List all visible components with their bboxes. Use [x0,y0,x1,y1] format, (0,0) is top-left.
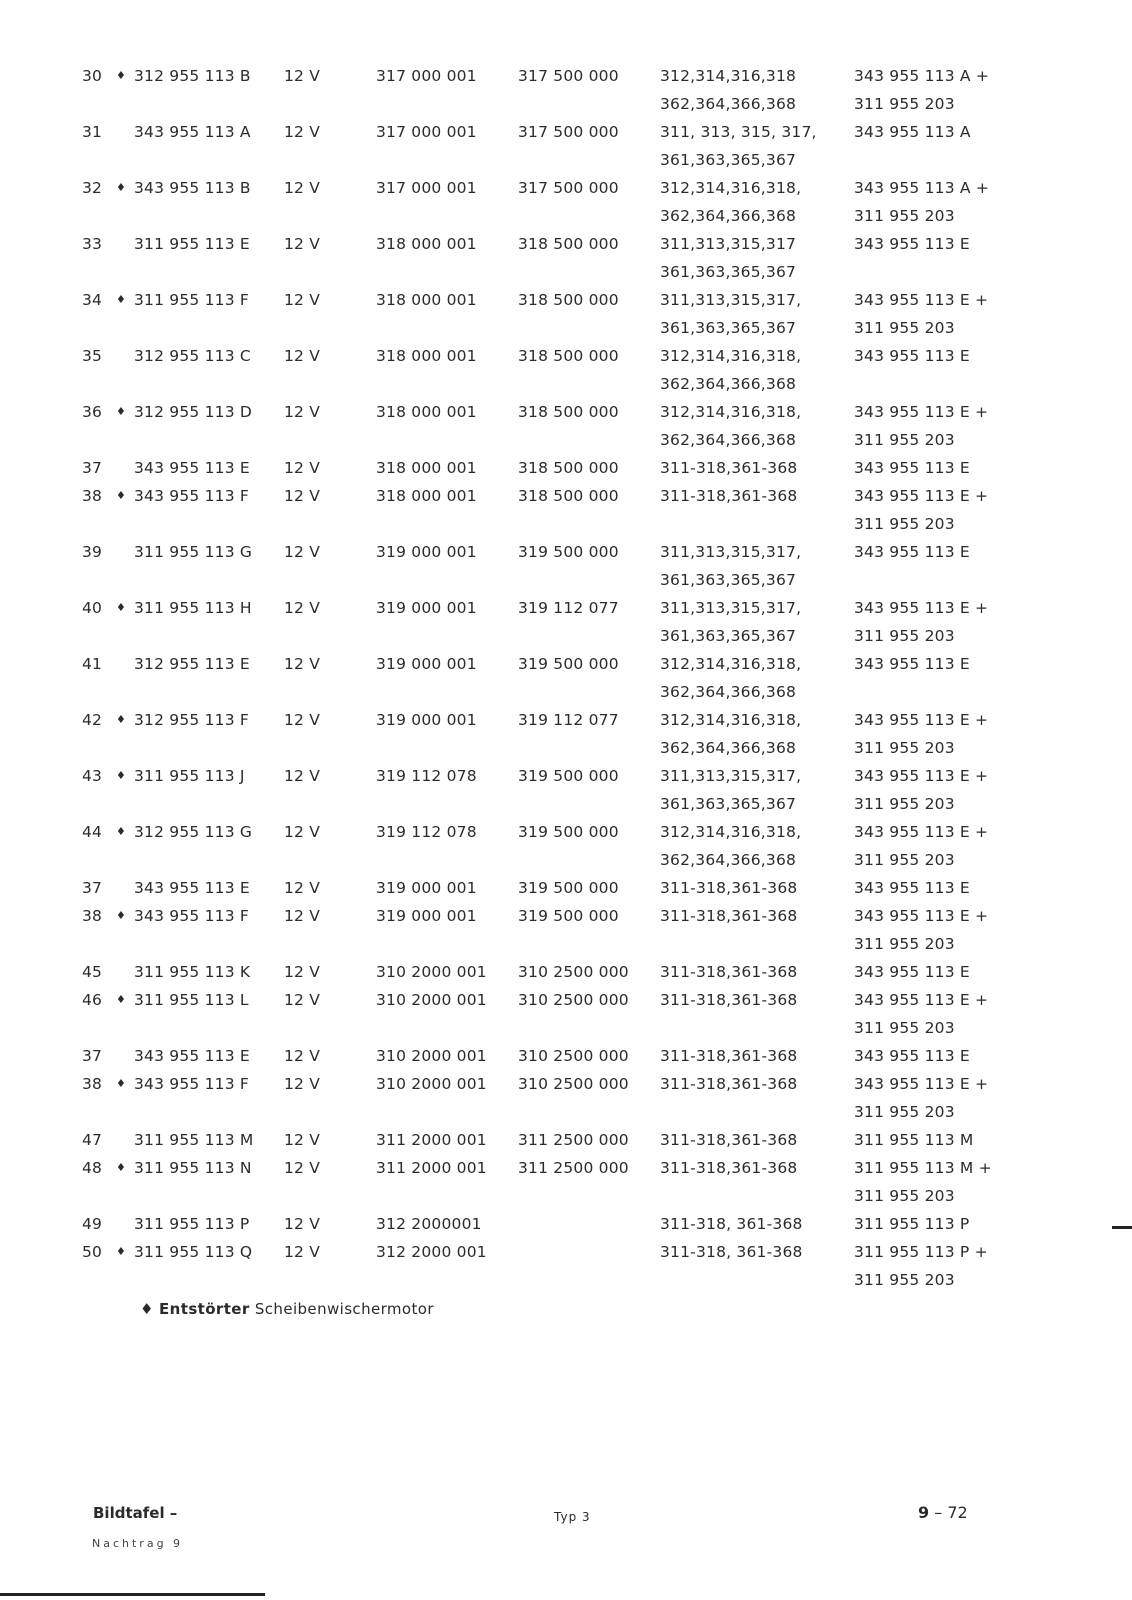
part-number: 343 955 113 F [134,487,250,505]
chassis-from: 319 000 001 [376,711,477,729]
replacement-part: 343 955 113 E + [854,991,989,1009]
vehicle-types: 312,314,316,318, [660,711,802,729]
chassis-from: 318 000 001 [376,291,477,309]
diamond-icon: ♦ [116,993,127,1006]
vehicle-types: 311,313,315,317, [660,599,802,617]
replacement-part: 311 955 203 [854,795,955,813]
voltage: 12 V [284,403,321,421]
replacement-part: 311 955 203 [854,739,955,757]
vehicle-types: 312,314,316,318, [660,403,802,421]
diamond-icon: ♦ [140,1300,154,1318]
part-number: 311 955 113 M [134,1131,254,1149]
row-number: 41 [82,655,103,673]
voltage: 12 V [284,1159,321,1177]
table-row [0,1238,1132,1294]
chassis-from: 310 2000 001 [376,991,487,1009]
chassis-to: 317 500 000 [518,67,619,85]
replacement-part: 343 955 113 E [854,459,970,477]
replacement-part: 311 955 203 [854,627,955,645]
replacement-part: 343 955 113 E + [854,291,989,309]
chassis-from: 318 000 001 [376,347,477,365]
table-row [0,482,1132,538]
chassis-from: 319 000 001 [376,655,477,673]
replacement-part: 343 955 113 E + [854,823,989,841]
replacement-part: 343 955 113 E [854,879,970,897]
chassis-from: 317 000 001 [376,67,477,85]
footer-type: Typ 3 [554,1510,591,1524]
part-number: 311 955 113 K [134,963,251,981]
vehicle-types: 362,364,366,368 [660,683,797,701]
voltage: 12 V [284,459,321,477]
vehicle-types: 311-318,361-368 [660,1075,798,1093]
footnote-text: Scheibenwischermotor [254,1300,434,1318]
replacement-part: 311 955 203 [854,1019,955,1037]
diamond-icon: ♦ [116,825,127,838]
part-number: 312 955 113 F [134,711,250,729]
voltage: 12 V [284,235,321,253]
footer-page-number: 9 – 72 [918,1503,968,1522]
row-number: 35 [82,347,103,365]
replacement-part: 311 955 113 P [854,1215,970,1233]
replacement-part: 343 955 113 E [854,1047,970,1065]
chassis-from: 318 000 001 [376,459,477,477]
chassis-from: 312 2000001 [376,1215,482,1233]
chassis-to: 319 112 077 [518,599,619,617]
vehicle-types: 362,364,366,368 [660,739,797,757]
row-number: 44 [82,823,103,841]
part-number: 343 955 113 E [134,459,250,477]
table-row [0,342,1132,398]
diamond-icon: ♦ [116,769,127,782]
chassis-from: 319 112 078 [376,767,477,785]
replacement-part: 343 955 113 E [854,963,970,981]
chassis-to: 310 2500 000 [518,1075,629,1093]
table-row [0,818,1132,874]
part-number: 343 955 113 F [134,1075,250,1093]
voltage: 12 V [284,823,321,841]
chassis-from: 319 000 001 [376,879,477,897]
part-number: 312 955 113 G [134,823,253,841]
part-number: 311 955 113 P [134,1215,250,1233]
table-row [0,762,1132,818]
row-number: 37 [82,459,103,477]
replacement-part: 343 955 113 E [854,347,970,365]
chassis-to: 310 2500 000 [518,963,629,981]
chassis-to: 318 500 000 [518,487,619,505]
table-row [0,958,1132,986]
replacement-part: 343 955 113 E [854,235,970,253]
chassis-from: 310 2000 001 [376,1047,487,1065]
row-number: 38 [82,487,103,505]
row-number: 31 [82,123,103,141]
table-row [0,538,1132,594]
vehicle-types: 361,363,365,367 [660,263,797,281]
replacement-part: 343 955 113 E + [854,403,989,421]
diamond-icon: ♦ [116,1161,127,1174]
table-row [0,1126,1132,1154]
part-number: 312 955 113 C [134,347,251,365]
chassis-from: 319 112 078 [376,823,477,841]
part-number: 311 955 113 G [134,543,253,561]
row-number: 32 [82,179,103,197]
diamond-icon: ♦ [116,489,127,502]
voltage: 12 V [284,123,321,141]
chassis-from: 317 000 001 [376,123,477,141]
voltage: 12 V [284,487,321,505]
vehicle-types: 311-318,361-368 [660,907,798,925]
part-number: 343 955 113 F [134,907,250,925]
voltage: 12 V [284,179,321,197]
chassis-to: 317 500 000 [518,179,619,197]
chassis-to: 311 2500 000 [518,1131,629,1149]
vehicle-types: 362,364,366,368 [660,431,797,449]
diamond-icon: ♦ [116,909,127,922]
chassis-to: 319 500 000 [518,879,619,897]
chassis-to: 319 112 077 [518,711,619,729]
table-row [0,118,1132,174]
vehicle-types: 311-318,361-368 [660,1159,798,1177]
voltage: 12 V [284,963,321,981]
chassis-to: 311 2500 000 [518,1159,629,1177]
vehicle-types: 311-318,361-368 [660,879,798,897]
chassis-from: 310 2000 001 [376,1075,487,1093]
footnote-bold: Entstörter [159,1300,250,1318]
row-number: 45 [82,963,103,981]
part-number: 311 955 113 E [134,235,250,253]
voltage: 12 V [284,655,321,673]
footnote [140,1300,434,1318]
vehicle-types: 311-318,361-368 [660,963,798,981]
voltage: 12 V [284,291,321,309]
vehicle-types: 311, 313, 315, 317, [660,123,817,141]
row-number: 36 [82,403,103,421]
replacement-part: 343 955 113 E [854,543,970,561]
vehicle-types: 311-318, 361-368 [660,1243,803,1261]
table-row [0,1070,1132,1126]
voltage: 12 V [284,711,321,729]
footer-supplement: Nachtrag 9 [92,1537,184,1550]
row-number: 42 [82,711,103,729]
vehicle-types: 362,364,366,368 [660,95,797,113]
vehicle-types: 311,313,315,317, [660,767,802,785]
replacement-part: 311 955 203 [854,1103,955,1121]
replacement-part: 311 955 203 [854,319,955,337]
part-number: 343 955 113 A [134,123,251,141]
voltage: 12 V [284,67,321,85]
vehicle-types: 311,313,315,317 [660,235,797,253]
footer-plate-label: Bildtafel – [93,1504,178,1522]
row-number: 37 [82,879,103,897]
diamond-icon: ♦ [116,1077,127,1090]
vehicle-types: 361,363,365,367 [660,795,797,813]
table-row [0,902,1132,958]
table-row [0,1042,1132,1070]
table-row [0,398,1132,454]
row-number: 43 [82,767,103,785]
voltage: 12 V [284,767,321,785]
table-row [0,650,1132,706]
table-row [0,706,1132,762]
voltage: 12 V [284,1047,321,1065]
part-number: 311 955 113 Q [134,1243,253,1261]
diamond-icon: ♦ [116,293,127,306]
vehicle-types: 311-318,361-368 [660,1131,798,1149]
chassis-to: 318 500 000 [518,347,619,365]
replacement-part: 311 955 113 M + [854,1159,992,1177]
voltage: 12 V [284,543,321,561]
diamond-icon: ♦ [116,69,127,82]
voltage: 12 V [284,879,321,897]
vehicle-types: 362,364,366,368 [660,375,797,393]
vehicle-types: 311-318, 361-368 [660,1215,803,1233]
replacement-part: 311 955 113 M [854,1131,974,1149]
part-number: 311 955 113 N [134,1159,252,1177]
part-number: 343 955 113 B [134,179,251,197]
row-number: 34 [82,291,103,309]
vehicle-types: 362,364,366,368 [660,207,797,225]
vehicle-types: 361,363,365,367 [660,319,797,337]
replacement-part: 343 955 113 A + [854,179,990,197]
part-number: 312 955 113 D [134,403,253,421]
table-row [0,230,1132,286]
replacement-part: 311 955 203 [854,851,955,869]
replacement-part: 343 955 113 E + [854,907,989,925]
vehicle-types: 312,314,316,318, [660,823,802,841]
part-number: 343 955 113 E [134,879,250,897]
chassis-from: 319 000 001 [376,599,477,617]
chassis-to: 318 500 000 [518,459,619,477]
vehicle-types: 312,314,316,318, [660,347,802,365]
chassis-to: 318 500 000 [518,291,619,309]
row-number: 38 [82,907,103,925]
replacement-part: 343 955 113 E + [854,487,989,505]
vehicle-types: 311-318,361-368 [660,487,798,505]
table-row [0,986,1132,1042]
part-number: 312 955 113 B [134,67,251,85]
chassis-to: 317 500 000 [518,123,619,141]
part-number: 311 955 113 F [134,291,250,309]
vehicle-types: 312,314,316,318, [660,655,802,673]
row-number: 30 [82,67,103,85]
table-row [0,1210,1132,1238]
diamond-icon: ♦ [116,601,127,614]
voltage: 12 V [284,599,321,617]
part-number: 311 955 113 H [134,599,252,617]
diamond-icon: ♦ [116,181,127,194]
chassis-from: 312 2000 001 [376,1243,487,1261]
part-number: 311 955 113 J [134,767,245,785]
vehicle-types: 311,313,315,317, [660,543,802,561]
chassis-from: 318 000 001 [376,487,477,505]
voltage: 12 V [284,347,321,365]
chassis-from: 319 000 001 [376,543,477,561]
row-number: 46 [82,991,103,1009]
vehicle-types: 361,363,365,367 [660,627,797,645]
replacement-part: 311 955 203 [854,95,955,113]
chassis-to: 318 500 000 [518,403,619,421]
replacement-part: 343 955 113 A + [854,67,990,85]
vehicle-types: 362,364,366,368 [660,851,797,869]
row-number: 33 [82,235,103,253]
chassis-to: 319 500 000 [518,907,619,925]
voltage: 12 V [284,1131,321,1149]
voltage: 12 V [284,1075,321,1093]
voltage: 12 V [284,1215,321,1233]
chassis-to: 318 500 000 [518,235,619,253]
vehicle-types: 311,313,315,317, [660,291,802,309]
vehicle-types: 312,314,316,318, [660,179,802,197]
chassis-to: 310 2500 000 [518,1047,629,1065]
voltage: 12 V [284,907,321,925]
replacement-part: 311 955 203 [854,1271,955,1289]
row-number: 39 [82,543,103,561]
row-number: 40 [82,599,103,617]
replacement-part: 343 955 113 E [854,655,970,673]
replacement-part: 311 955 113 P + [854,1243,988,1261]
table-row [0,286,1132,342]
row-number: 48 [82,1159,103,1177]
row-number: 47 [82,1131,103,1149]
chassis-from: 318 000 001 [376,235,477,253]
table-row [0,174,1132,230]
replacement-part: 311 955 203 [854,431,955,449]
vehicle-types: 312,314,316,318 [660,67,797,85]
table-row [0,454,1132,482]
replacement-part: 311 955 203 [854,935,955,953]
replacement-part: 343 955 113 E + [854,599,989,617]
diamond-icon: ♦ [116,713,127,726]
table-row [0,594,1132,650]
bottom-rule [0,1593,265,1596]
part-number: 312 955 113 E [134,655,250,673]
chassis-from: 318 000 001 [376,403,477,421]
diamond-icon: ♦ [116,405,127,418]
vehicle-types: 311-318,361-368 [660,1047,798,1065]
part-number: 311 955 113 L [134,991,249,1009]
chassis-from: 319 000 001 [376,907,477,925]
row-number: 49 [82,1215,103,1233]
chassis-to: 310 2500 000 [518,991,629,1009]
replacement-part: 343 955 113 A [854,123,971,141]
voltage: 12 V [284,1243,321,1261]
replacement-part: 343 955 113 E + [854,767,989,785]
chassis-to: 319 500 000 [518,767,619,785]
row-number: 50 [82,1243,103,1261]
chassis-from: 311 2000 001 [376,1131,487,1149]
edge-mark [1112,1226,1132,1229]
replacement-part: 311 955 203 [854,515,955,533]
replacement-part: 343 955 113 E + [854,711,989,729]
chassis-to: 319 500 000 [518,543,619,561]
replacement-part: 343 955 113 E + [854,1075,989,1093]
row-number: 38 [82,1075,103,1093]
vehicle-types: 361,363,365,367 [660,151,797,169]
table-row [0,62,1132,118]
vehicle-types: 361,363,365,367 [660,571,797,589]
chassis-from: 311 2000 001 [376,1159,487,1177]
chassis-from: 317 000 001 [376,179,477,197]
chassis-from: 310 2000 001 [376,963,487,981]
part-number: 343 955 113 E [134,1047,250,1065]
chassis-to: 319 500 000 [518,823,619,841]
replacement-part: 311 955 203 [854,1187,955,1205]
table-row [0,874,1132,902]
table-row [0,1154,1132,1210]
chassis-to: 319 500 000 [518,655,619,673]
vehicle-types: 311-318,361-368 [660,991,798,1009]
replacement-part: 311 955 203 [854,207,955,225]
vehicle-types: 311-318,361-368 [660,459,798,477]
diamond-icon: ♦ [116,1245,127,1258]
row-number: 37 [82,1047,103,1065]
voltage: 12 V [284,991,321,1009]
